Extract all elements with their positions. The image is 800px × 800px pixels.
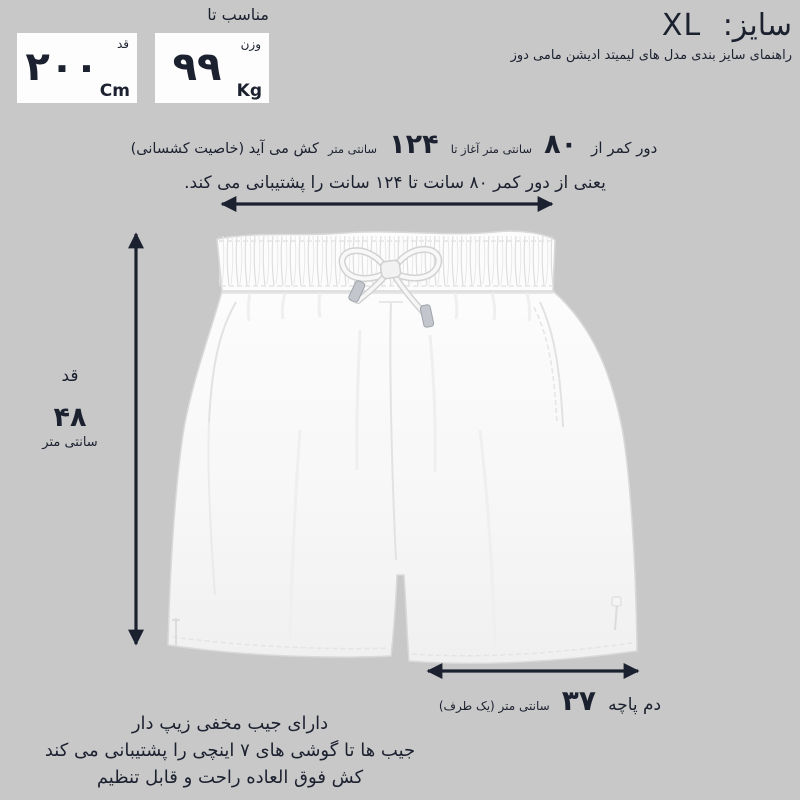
length-annotation (24, 366, 116, 451)
waist-line2: یعنی از دور کمر ۸۰ سانت تا ۱۲۴ سانت را پشتیبانی می کند. (184, 173, 606, 193)
waist-line1 (95, 126, 695, 168)
size-guide-subtitle: راهنمای سایز بندی مدل های لیمیتد ادیشن مامی دوز (510, 48, 792, 63)
waist-suffix: کش می آید (خاصیت کشسانی) (130, 141, 319, 157)
max-height-box (17, 33, 137, 103)
header (511, 8, 792, 64)
feature-phone-pocket: جیب ها تا گوشی های ۷ اینچی را پشتیبانی می کند (44, 740, 416, 761)
size-title (511, 8, 792, 44)
waist-unit: سانتی متر (328, 142, 378, 156)
length-label: قد (61, 366, 79, 386)
waist-start-value: ۸۰ (544, 129, 578, 160)
feature-adjustable-elastic: کش فوق العاده راحت و قابل تنظیم (96, 767, 364, 788)
hem-unit: سانتی متر (یک طرف) (438, 699, 550, 713)
max-weight-box (155, 33, 269, 103)
weight-box-unit: Kg (236, 81, 262, 101)
shorts-body (168, 291, 637, 663)
length-value: ۴۸ (53, 402, 87, 433)
waist-mid: سانتی متر آغاز تا (450, 142, 532, 156)
waist-end-value: ۱۲۴ (389, 129, 439, 160)
height-box-unit: Cm (99, 81, 130, 101)
hem-value: ۳۷ (561, 684, 596, 717)
weight-box-value: ۹۹ (172, 44, 222, 91)
waist-prefix: دور کمر از (591, 139, 658, 157)
feature-hidden-zip-pocket: دارای جیب مخفی زیپ دار (131, 713, 329, 734)
height-box-label: قد (116, 37, 129, 51)
waist-description (95, 126, 695, 197)
length-unit: سانتی متر (42, 435, 98, 450)
white-shorts-image (168, 231, 637, 663)
weight-box-label: وزن (240, 37, 261, 51)
size-label: سایز: (722, 8, 792, 43)
hem-label: دم پاچه (608, 695, 662, 715)
hem-annotation (396, 682, 704, 725)
height-box-value: ۲۰۰ (25, 44, 99, 91)
fit-label: مناسب تا (207, 5, 269, 24)
feature-list (20, 710, 440, 791)
size-value: XL (661, 8, 702, 43)
